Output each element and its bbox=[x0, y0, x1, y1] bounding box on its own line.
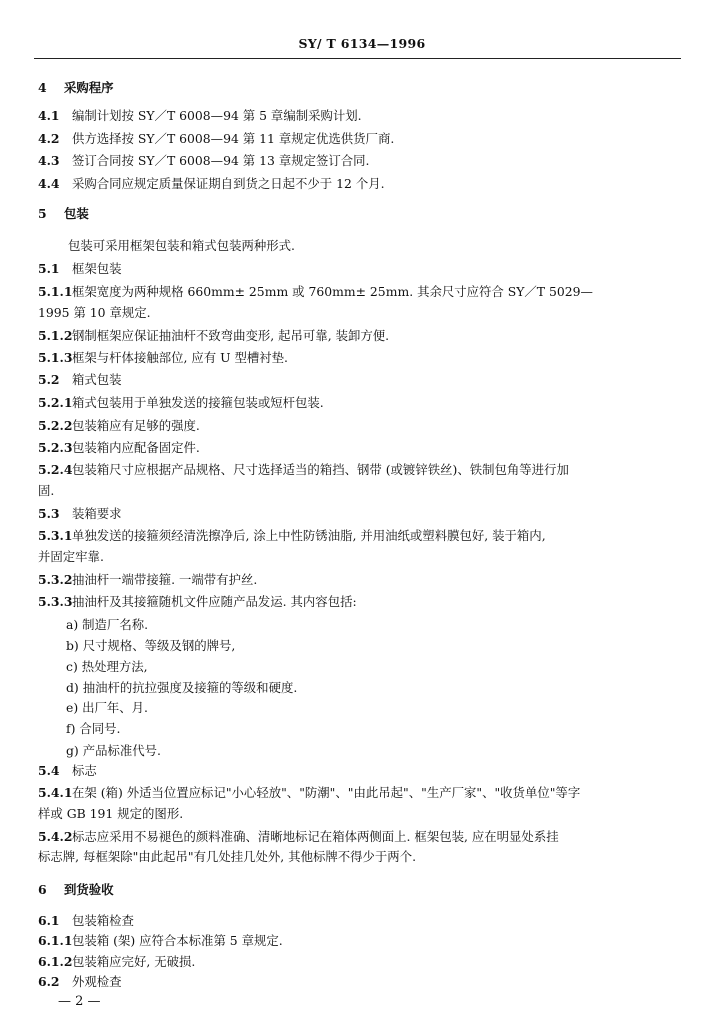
clause-text: 采购程序 bbox=[64, 80, 114, 95]
clause-text: 固. bbox=[38, 483, 55, 498]
clause-number: 5.2.4 bbox=[38, 462, 73, 477]
clause-text: 包装箱尺寸应根据产品规格、尺寸选择适当的箱挡、钢带 (或镀锌铁丝)、铁制包角等进行加 bbox=[72, 462, 569, 477]
clause-5-4-2 bbox=[38, 829, 559, 845]
clause-4 bbox=[38, 80, 114, 96]
clause-text: 装箱要求 bbox=[72, 506, 122, 521]
clause-text: 标志 bbox=[72, 763, 97, 778]
clause-5-2 bbox=[38, 372, 122, 388]
clause-text: f) 合同号. bbox=[66, 721, 121, 736]
clause-text: g) 产品标准代号. bbox=[66, 743, 161, 758]
clause-number: 6.2 bbox=[38, 974, 60, 989]
clause-5-2-3 bbox=[38, 440, 200, 456]
clause-text: c) 热处理方法, bbox=[66, 659, 148, 674]
clause-number: 5 bbox=[38, 206, 47, 221]
clause-text: 到货验收 bbox=[64, 882, 114, 897]
clause-number: 5.4.2 bbox=[38, 829, 73, 844]
clause-text: 单独发送的接箍须经清洗擦净后, 涂上中性防锈油脂, 并用油纸或塑料膜包好, 装于箱内, bbox=[72, 528, 546, 543]
clause-text: 标志应采用不易褪色的颜料准确、清晰地标记在箱体两侧面上. 框架包装, 应在明显处系挂 bbox=[72, 829, 559, 844]
clause-number: 4.2 bbox=[38, 131, 60, 146]
clause-5-3-3 bbox=[38, 594, 357, 610]
clause-6 bbox=[38, 882, 114, 898]
clause-number: 5.2 bbox=[38, 372, 60, 387]
clause-number: 4.1 bbox=[38, 108, 60, 123]
clause-number: 5.4 bbox=[38, 763, 60, 778]
clause-5-1-3 bbox=[38, 350, 288, 366]
clause-text: 箱式包装 bbox=[72, 372, 122, 387]
clause-5 bbox=[38, 206, 89, 222]
clause-number: 5.2.3 bbox=[38, 440, 73, 455]
clause-text: 抽油杆及其接箍随机文件应随产品发运. 其内容包括: bbox=[72, 594, 357, 609]
clause-number: 4 bbox=[38, 80, 47, 95]
clause-text: 包装 bbox=[64, 206, 89, 221]
clause-number: 4.3 bbox=[38, 153, 60, 168]
text-line bbox=[38, 305, 151, 321]
clause-number: 6.1.1 bbox=[38, 933, 73, 948]
text-line bbox=[66, 680, 297, 696]
text-line bbox=[66, 743, 161, 759]
clause-5-1-2 bbox=[38, 328, 389, 344]
clause-6-1 bbox=[38, 913, 134, 929]
clause-4-2 bbox=[38, 131, 394, 147]
clause-5-3 bbox=[38, 506, 122, 522]
clause-number: 6.1.2 bbox=[38, 954, 73, 969]
clause-6-2 bbox=[38, 974, 122, 990]
page-number: — 2 — bbox=[58, 994, 101, 1009]
clause-number: 5.2.1 bbox=[38, 395, 73, 410]
text-line bbox=[38, 549, 104, 565]
clause-number: 5.1.1 bbox=[38, 284, 73, 299]
clause-6-1-1 bbox=[38, 933, 283, 949]
clause-4-1 bbox=[38, 108, 362, 124]
clause-5-2-4 bbox=[38, 462, 569, 478]
text-line bbox=[66, 659, 148, 675]
clause-text: 框架包装 bbox=[72, 261, 122, 276]
clause-5-1-1 bbox=[38, 284, 593, 300]
text-line bbox=[66, 617, 148, 633]
clause-number: 4.4 bbox=[38, 176, 60, 191]
text-line bbox=[66, 700, 148, 716]
clause-number: 5.1.3 bbox=[38, 350, 73, 365]
clause-text: b) 尺寸规格、等级及钢的牌号, bbox=[66, 638, 236, 653]
clause-text: 包装箱 (架) 应符合本标准第 5 章规定. bbox=[72, 933, 283, 948]
clause-text: 包装可采用框架包装和箱式包装两种形式. bbox=[68, 238, 295, 253]
clause-text: 包装箱应有足够的强度. bbox=[72, 418, 200, 433]
clause-text: 钢制框架应保证抽油杆不致弯曲变形, 起吊可靠, 装卸方便. bbox=[72, 328, 390, 343]
clause-5-3-2 bbox=[38, 572, 257, 588]
clause-4-3 bbox=[38, 153, 370, 169]
clause-5-4-1 bbox=[38, 785, 580, 801]
clause-number: 6 bbox=[38, 882, 47, 897]
running-header: SY/ T 6134—1996 bbox=[298, 36, 426, 51]
clause-number: 5.3.2 bbox=[38, 572, 73, 587]
clause-text: 抽油杆一端带接箍. 一端带有护丝. bbox=[72, 572, 258, 587]
clause-text: 在架 (箱) 外适当位置应标记"小心轻放"、"防潮"、"由此吊起"、"生产厂家"、"收货单位"等字 bbox=[72, 785, 581, 800]
clause-number: 6.1 bbox=[38, 913, 60, 928]
text-line bbox=[68, 238, 295, 254]
clause-number: 5.3.1 bbox=[38, 528, 73, 543]
clause-6-1-2 bbox=[38, 954, 195, 970]
clause-4-4 bbox=[38, 176, 385, 192]
clause-text: 外观检查 bbox=[72, 974, 122, 989]
clause-number: 5.1.2 bbox=[38, 328, 73, 343]
clause-number: 5.2.2 bbox=[38, 418, 73, 433]
clause-text: 包装箱检查 bbox=[72, 913, 134, 928]
clause-number: 5.4.1 bbox=[38, 785, 73, 800]
clause-text: 1995 第 10 章规定. bbox=[38, 305, 151, 320]
clause-5-2-2 bbox=[38, 418, 200, 434]
clause-text: 并固定牢靠. bbox=[38, 549, 104, 564]
clause-text: 编制计划按 SY／T 6008—94 第 5 章编制采购计划. bbox=[72, 108, 362, 123]
clause-text: d) 抽油杆的抗拉强度及接箍的等级和硬度. bbox=[66, 680, 298, 695]
clause-text: 包装箱内应配备固定件. bbox=[72, 440, 200, 455]
clause-5-1 bbox=[38, 261, 122, 277]
clause-text: 包装箱应完好, 无破损. bbox=[72, 954, 196, 969]
text-line bbox=[38, 483, 54, 499]
text-line bbox=[66, 638, 235, 654]
text-line bbox=[38, 806, 183, 822]
clause-number: 5.3 bbox=[38, 506, 60, 521]
clause-5-2-1 bbox=[38, 395, 324, 411]
clause-text: a) 制造厂名称. bbox=[66, 617, 149, 632]
clause-text: 框架与杆体接触部位, 应有 U 型槽衬垫. bbox=[72, 350, 288, 365]
clause-number: 5.1 bbox=[38, 261, 60, 276]
clause-text: 标志牌, 每框架除"由此起吊"有几处挂几处外, 其他标牌不得少于两个. bbox=[38, 849, 417, 864]
clause-5-4 bbox=[38, 763, 97, 779]
clause-text: 供方选择按 SY／T 6008—94 第 11 章规定优选供货厂商. bbox=[72, 131, 395, 146]
clause-text: 框架宽度为两种规格 660mm± 25mm 或 760mm± 25mm. 其余尺寸应符合 SY／T 5029— bbox=[72, 284, 593, 299]
clause-text: 采购合同应规定质量保证期自到货之日起不少于 12 个月. bbox=[72, 176, 385, 191]
clause-text: 签订合同按 SY／T 6008—94 第 13 章规定签订合同. bbox=[72, 153, 370, 168]
clause-number: 5.3.3 bbox=[38, 594, 73, 609]
header-rule bbox=[34, 58, 681, 59]
clause-text: 箱式包装用于单独发送的接箍包装或短杆包装. bbox=[72, 395, 324, 410]
clause-5-3-1 bbox=[38, 528, 546, 544]
clause-text: e) 出厂年、月. bbox=[66, 700, 148, 715]
text-line bbox=[66, 721, 120, 737]
clause-text: 样或 GB 191 规定的图形. bbox=[38, 806, 184, 821]
text-line bbox=[38, 849, 416, 865]
